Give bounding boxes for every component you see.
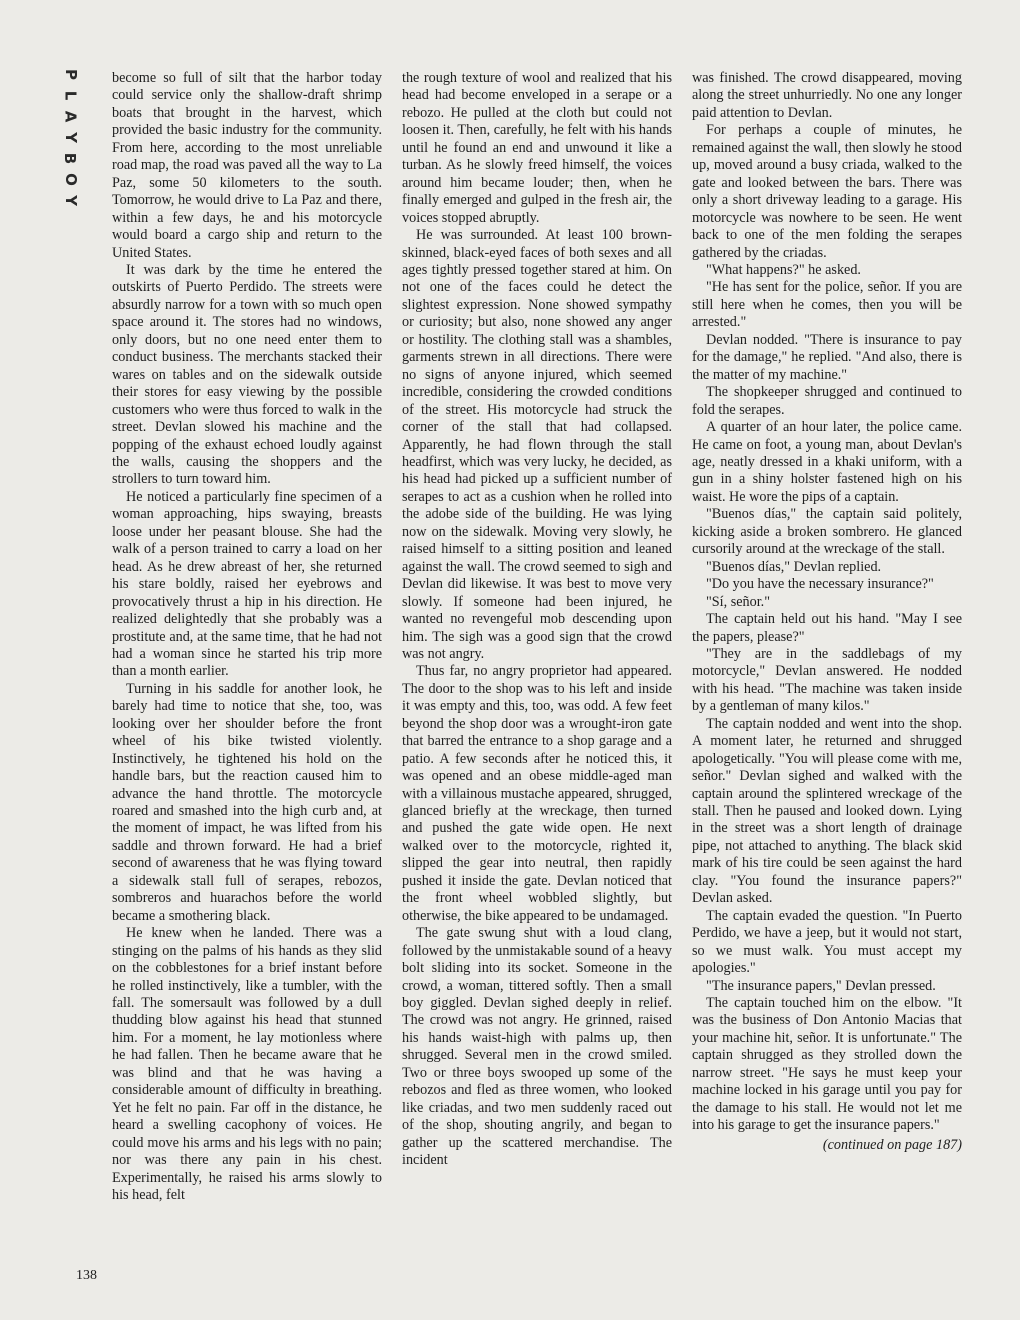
magazine-letter: L: [61, 90, 80, 101]
paragraph: The shopkeeper shrugged and continued to fold the serapes.: [692, 384, 962, 418]
paragraph: "Sí, señor.": [706, 593, 771, 610]
paragraph: "Buenos días," the captain said politely, kicking aside a broken sombrero. He glanced cursorily around at the wreckage of the stall.: [692, 506, 962, 558]
paragraph: "They are in the saddlebags of my motorcycle," Devlan answered. He nodded with his head. "The machine was taken inside by a gentleman of many kilos.": [692, 645, 962, 715]
magazine-letter: O: [61, 173, 80, 186]
paragraph: the rough texture of wool and realized that his head had become enveloped in a serape or a rebozo. He pulled at the cloth but could not loosen it. Then, carefully, he felt with his hands until he found an end and unwound it like a turban. As he slowly freed himself, the voices around him became louder; then, when he finally emerged and gulped in the fresh air, the voices stopped abruptly.: [402, 70, 672, 226]
paragraph: "Do you have the necessary insurance?": [706, 576, 934, 593]
magazine-letter: A: [61, 110, 80, 123]
paragraph: For perhaps a couple of minutes, he remained against the wall, then slowly he stood up, moved around a busy criada, walked to the gate and looked between the bars. There was only a short driveway leading to a garage. His motorcycle was nowhere to be seen. He went back to one of the men folding the serapes gathered by the criadas.: [692, 122, 962, 261]
text-column-2: [402, 70, 672, 1170]
paragraph: Turning in his saddle for another look, he barely had time to notice that she, too, was looking over her shoulder before the front wheel of his bike twisted violently. Instinctively, he tightened his hold on the handle bars, but the reaction caused him to advance the hand throttle. The motorcycle roared and smashed into the high curb and, at the moment of impact, he was lifted from his saddle and thrown forward. He had a brief second of awareness that he was flying toward a sidewalk stall full of serapes, rebozos, sombreros and huarachos before the world became a smothering black.: [112, 680, 382, 924]
paragraph: He was surrounded. At least 100 brown-skinned, black-eyed faces of both sexes and all ages tightly pressed together stared at him. On not one of the faces could he detect the slightest expression. None showed sympathy or curiosity; but also, none showed any anger or hostility. The clothing stall was a shambles, garments strewn in all directions. There were no signs of anyone injured, which seemed incredible, considering the crowded conditions of the street. His motorcycle had struck the corner of the stall that had collapsed. Apparently, he had flown through the stall headfirst, which was very lucky, he decided, as his head had picked up a sufficient number of serapes to act as a cushion when he rolled into the adobe side of the building. He was lying now on the sidewalk. Moving very slowly, he raised himself to a sitting position and leaned against the wall. The crowd seemed to sigh and Devlan did likewise. It was best to move very slowly. If someone had been injured, he wanted no revengeful mob descending upon him. The sigh was a good sign that the crowd was not angry.: [402, 227, 672, 662]
page-number: 138: [76, 1268, 97, 1283]
paragraph: "What happens?" he asked.: [706, 261, 861, 278]
magazine-letter: Y: [61, 195, 80, 206]
paragraph: The captain nodded and went into the shop. A moment later, he returned and shrugged apologetically. "You will please come with me, señor." Devlan sighed and walked with the captain around the splintered wreckage of the stall. Then he paused and looked down. Lying in the street was a short length of drainage pipe, not attached to anything. The black skid mark of his tire could be seen against the hard clay. "You found the insurance papers?" Devlan asked.: [692, 715, 962, 907]
continued-note: (continued on page 187): [822, 1136, 962, 1153]
magazine-letter: Y: [61, 132, 80, 143]
paragraph: The captain held out his hand. "May I see the papers, please?": [692, 611, 962, 645]
paragraph: Devlan nodded. "There is insurance to pay for the damage," he replied. "And also, there is the matter of my machine.": [692, 331, 962, 383]
magazine-name-vertical: [58, 66, 82, 209]
paragraph: The captain touched him on the elbow. "It was the business of Don Antonio Macias that your machine hit, señor. It is unfortunate." The captain shrugged as they strolled down the narrow street. "He says he must keep your machine locked in his garage until you pay for the damage to his stall. He would not let me into his garage to get the insurance papers.": [692, 995, 962, 1134]
paragraph: Thus far, no angry proprietor had appeared. The door to the shop was to his left and inside it was empty and this, too, was odd. A few feet beyond the shop door was a wrought-iron gate that barred the entrance to a shop garage and a patio. A few seconds after he noticed this, it was opened and an obese middle-aged man with a villainous mustache appeared, shrugged, glanced briefly at the wreckage, then turned and pushed the gate wide open. He next walked over to the motorcycle, righted it, slipped the gear into neutral, then rapidly pushed it inside the gate. Devlan noticed that the front wheel wobbled slightly, but otherwise, the bike appeared to be undamaged.: [402, 663, 672, 924]
paragraph: He knew when he landed. There was a stinging on the palms of his hands as they slid on the cobblestones for a brief instant before he rolled instinctively, like a tumbler, with the fall. The somersault was followed by a dull thudding blow against his head that stunned him. For a moment, he lay motionless where he had fallen. Then he became aware that he was blind and that he was having a considerable amount of difficulty in breathing. Yet he felt no pain. Far off in the distance, he heard a swelling cacophony of voices. He could move his arms and his legs with no pain; nor was there any pain in his chest. Experimentally, he raised his arms slowly to his head, felt: [112, 925, 382, 1203]
paragraph: "The insurance papers," Devlan pressed.: [706, 977, 936, 994]
paragraph: "Buenos días," Devlan replied.: [706, 558, 882, 575]
magazine-letter: P: [61, 69, 80, 80]
paragraph: become so full of silt that the harbor today could service only the shallow-draft shrimp boats that brought in the harvest, which provided the basic industry for the community. From here, according to the most unreliable road map, the road was paved all the way to La Paz, some 50 kilometers to the south. Tomorrow, he would drive to La Paz and there, within a few days, he and his motorcycle would board a cargo ship and return to the United States.: [112, 70, 382, 261]
paragraph: He noticed a particularly fine specimen of a woman approaching, hips swaying, breasts loose under her peasant blouse. She had the walk of a person trained to carry a load on her head. As he drew abreast of her, she returned his stare boldly, raised her eyebrows and provocatively thrust a hip in his direction. He realized delightedly that she probably was a prostitute and, at the same time, that he had not had a woman since he started his trip more than a month earlier.: [112, 488, 382, 680]
paragraph: was finished. The crowd disappeared, moving along the street unhurriedly. No one any longer paid attention to Devlan.: [692, 70, 962, 121]
text-column-1: [112, 70, 382, 1204]
paragraph: The captain evaded the question. "In Puerto Perdido, we have a jeep, but it would not start, so we must walk. You must accept my apologies.": [692, 907, 962, 977]
paragraph: It was dark by the time he entered the outskirts of Puerto Perdido. The streets were absurdly narrow for a town with so much open space around it. The stores had no windows, only doors, but no one need enter them to conduct business. The merchants stacked their wares on tables and on the sidewalk outside their stores for easy viewing by the possible customers who were thus forced to walk in the street. Devlan slowed his machine and the popping of the exhaust echoed loudly against the walls, causing the shoppers and the strollers to turn toward him.: [112, 261, 382, 488]
text-column-3: [692, 70, 962, 1154]
paragraph: The gate swung shut with a loud clang, followed by the unmistakable sound of a heavy bolt sliding into its socket. Someone in the crowd, a woman, tittered softly. Then a small boy giggled. Devlan sighed deeply in relief. The crowd was not angry. He grinned, raised his hands waist-high with palms up, then shrugged. Several men in the crowd smiled. Two or three boys swooped up some of the rebozos and fled as three women, who looked like criadas, and two men suddenly raced out of the shop, shouting angrily, and began to gather up the scattered merchandise. The incident: [402, 925, 672, 1169]
magazine-letter: B: [61, 152, 80, 165]
paragraph: A quarter of an hour later, the police came. He came on foot, a young man, about Devlan's age, neatly dressed in a khaki uniform, with a gun in a shiny holster fastened high on his waist. He wore the pips of a captain.: [692, 419, 962, 505]
paragraph: "He has sent for the police, señor. If you are still here when he comes, then you will be arrested.": [692, 279, 962, 331]
